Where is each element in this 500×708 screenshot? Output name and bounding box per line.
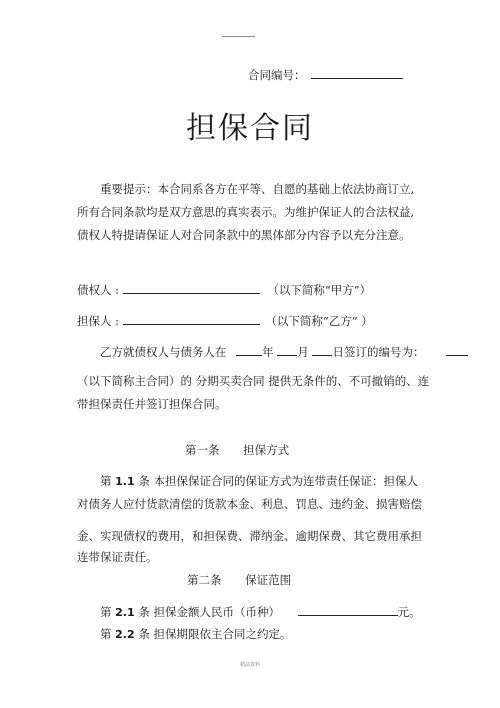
month-blank[interactable] — [277, 343, 297, 356]
clause-1-1-line-2: 对债务人应付货款清偿的货款本金、利息、罚息、违约金、损害赔偿 — [77, 497, 422, 511]
guarantor-name-blank[interactable] — [123, 312, 260, 325]
clause-2-1-unit: 元。 — [397, 605, 421, 619]
clause-1-1 — [100, 473, 418, 489]
contract-number-label: 合同编号： — [248, 68, 306, 82]
creditor-alias: （以下简称“甲方”） — [267, 283, 372, 297]
clause-2-2-prefix: 第 — [100, 627, 112, 641]
creditor-line — [77, 281, 371, 298]
clause-1-1-number: 1.1 — [115, 475, 135, 488]
creditor-name-blank[interactable] — [123, 281, 260, 294]
clause-2-1-number: 2.1 — [115, 606, 135, 619]
notice-line-3: 债权人特提请保证人对合同条款中的黑体部分内容予以充分注意。 — [77, 228, 411, 242]
contract-number — [248, 66, 403, 83]
month-label: 月 — [297, 345, 309, 359]
clause-2-1-text: 条 担保金额人民币（币种） — [138, 605, 280, 619]
preamble-line-2: （以下简称主合同）的 分期买卖合同 提供无条件的、不可撤销的、连 — [77, 374, 430, 388]
article-2-heading — [187, 572, 291, 588]
creditor-label: 债权人 : — [77, 283, 120, 297]
guarantor-label: 担保人 : — [77, 314, 120, 328]
preamble-text: 乙方就债权人与债务人在 — [100, 345, 227, 359]
clause-2-2-text: 条 担保期限依主合同之约定。 — [138, 627, 292, 641]
contract-number-blank[interactable] — [311, 66, 403, 79]
clause-2-1-prefix: 第 — [100, 605, 112, 619]
page-footer: 精品资料 — [239, 662, 260, 668]
clause-2-1 — [100, 603, 421, 620]
guarantor-line — [77, 312, 373, 329]
year-label: 年 — [262, 345, 274, 359]
notice-line-2: 所有合同条款均是双方意思的真实表示。为维护保证人的合法权益, — [77, 205, 415, 219]
preamble-line-1 — [100, 343, 468, 360]
contract-code-blank[interactable] — [446, 343, 468, 356]
clause-1-1-line-4: 连带保证责任。 — [77, 550, 158, 564]
article-2-title: 保证范围 — [245, 573, 292, 587]
article-1-number: 第一条 — [185, 443, 220, 457]
day-blank[interactable] — [312, 343, 332, 356]
clause-1-1-prefix: 第 — [100, 474, 112, 488]
clause-1-1-line-3: 金、实现债权的费用，和担保费、滞纳金、逾期保费、其它费用承担 — [77, 529, 422, 543]
year-blank[interactable] — [236, 343, 262, 356]
preamble-line-3: 带担保责任并签订担保合同。 — [77, 397, 227, 411]
article-2-number: 第二条 — [187, 573, 222, 587]
article-1-heading — [185, 442, 289, 458]
guarantor-alias: （以下简称“乙方” ） — [265, 314, 373, 328]
clause-2-2-number: 2.2 — [115, 628, 135, 641]
day-label: 日签订的编号为： — [332, 345, 425, 359]
document-title: 担保合同 — [186, 111, 314, 146]
notice-line-1: 重要提示：本合同系各方在平等、自愿的基础上依法协商订立, — [100, 182, 415, 196]
clause-1-1-text: 条 本担保保证合同的保证方式为连带责任保证：担保人 — [138, 474, 418, 488]
clause-2-2 — [100, 626, 291, 642]
guarantee-amount-blank[interactable] — [298, 603, 398, 616]
header-rule — [222, 36, 255, 37]
article-1-title: 担保方式 — [243, 443, 290, 457]
